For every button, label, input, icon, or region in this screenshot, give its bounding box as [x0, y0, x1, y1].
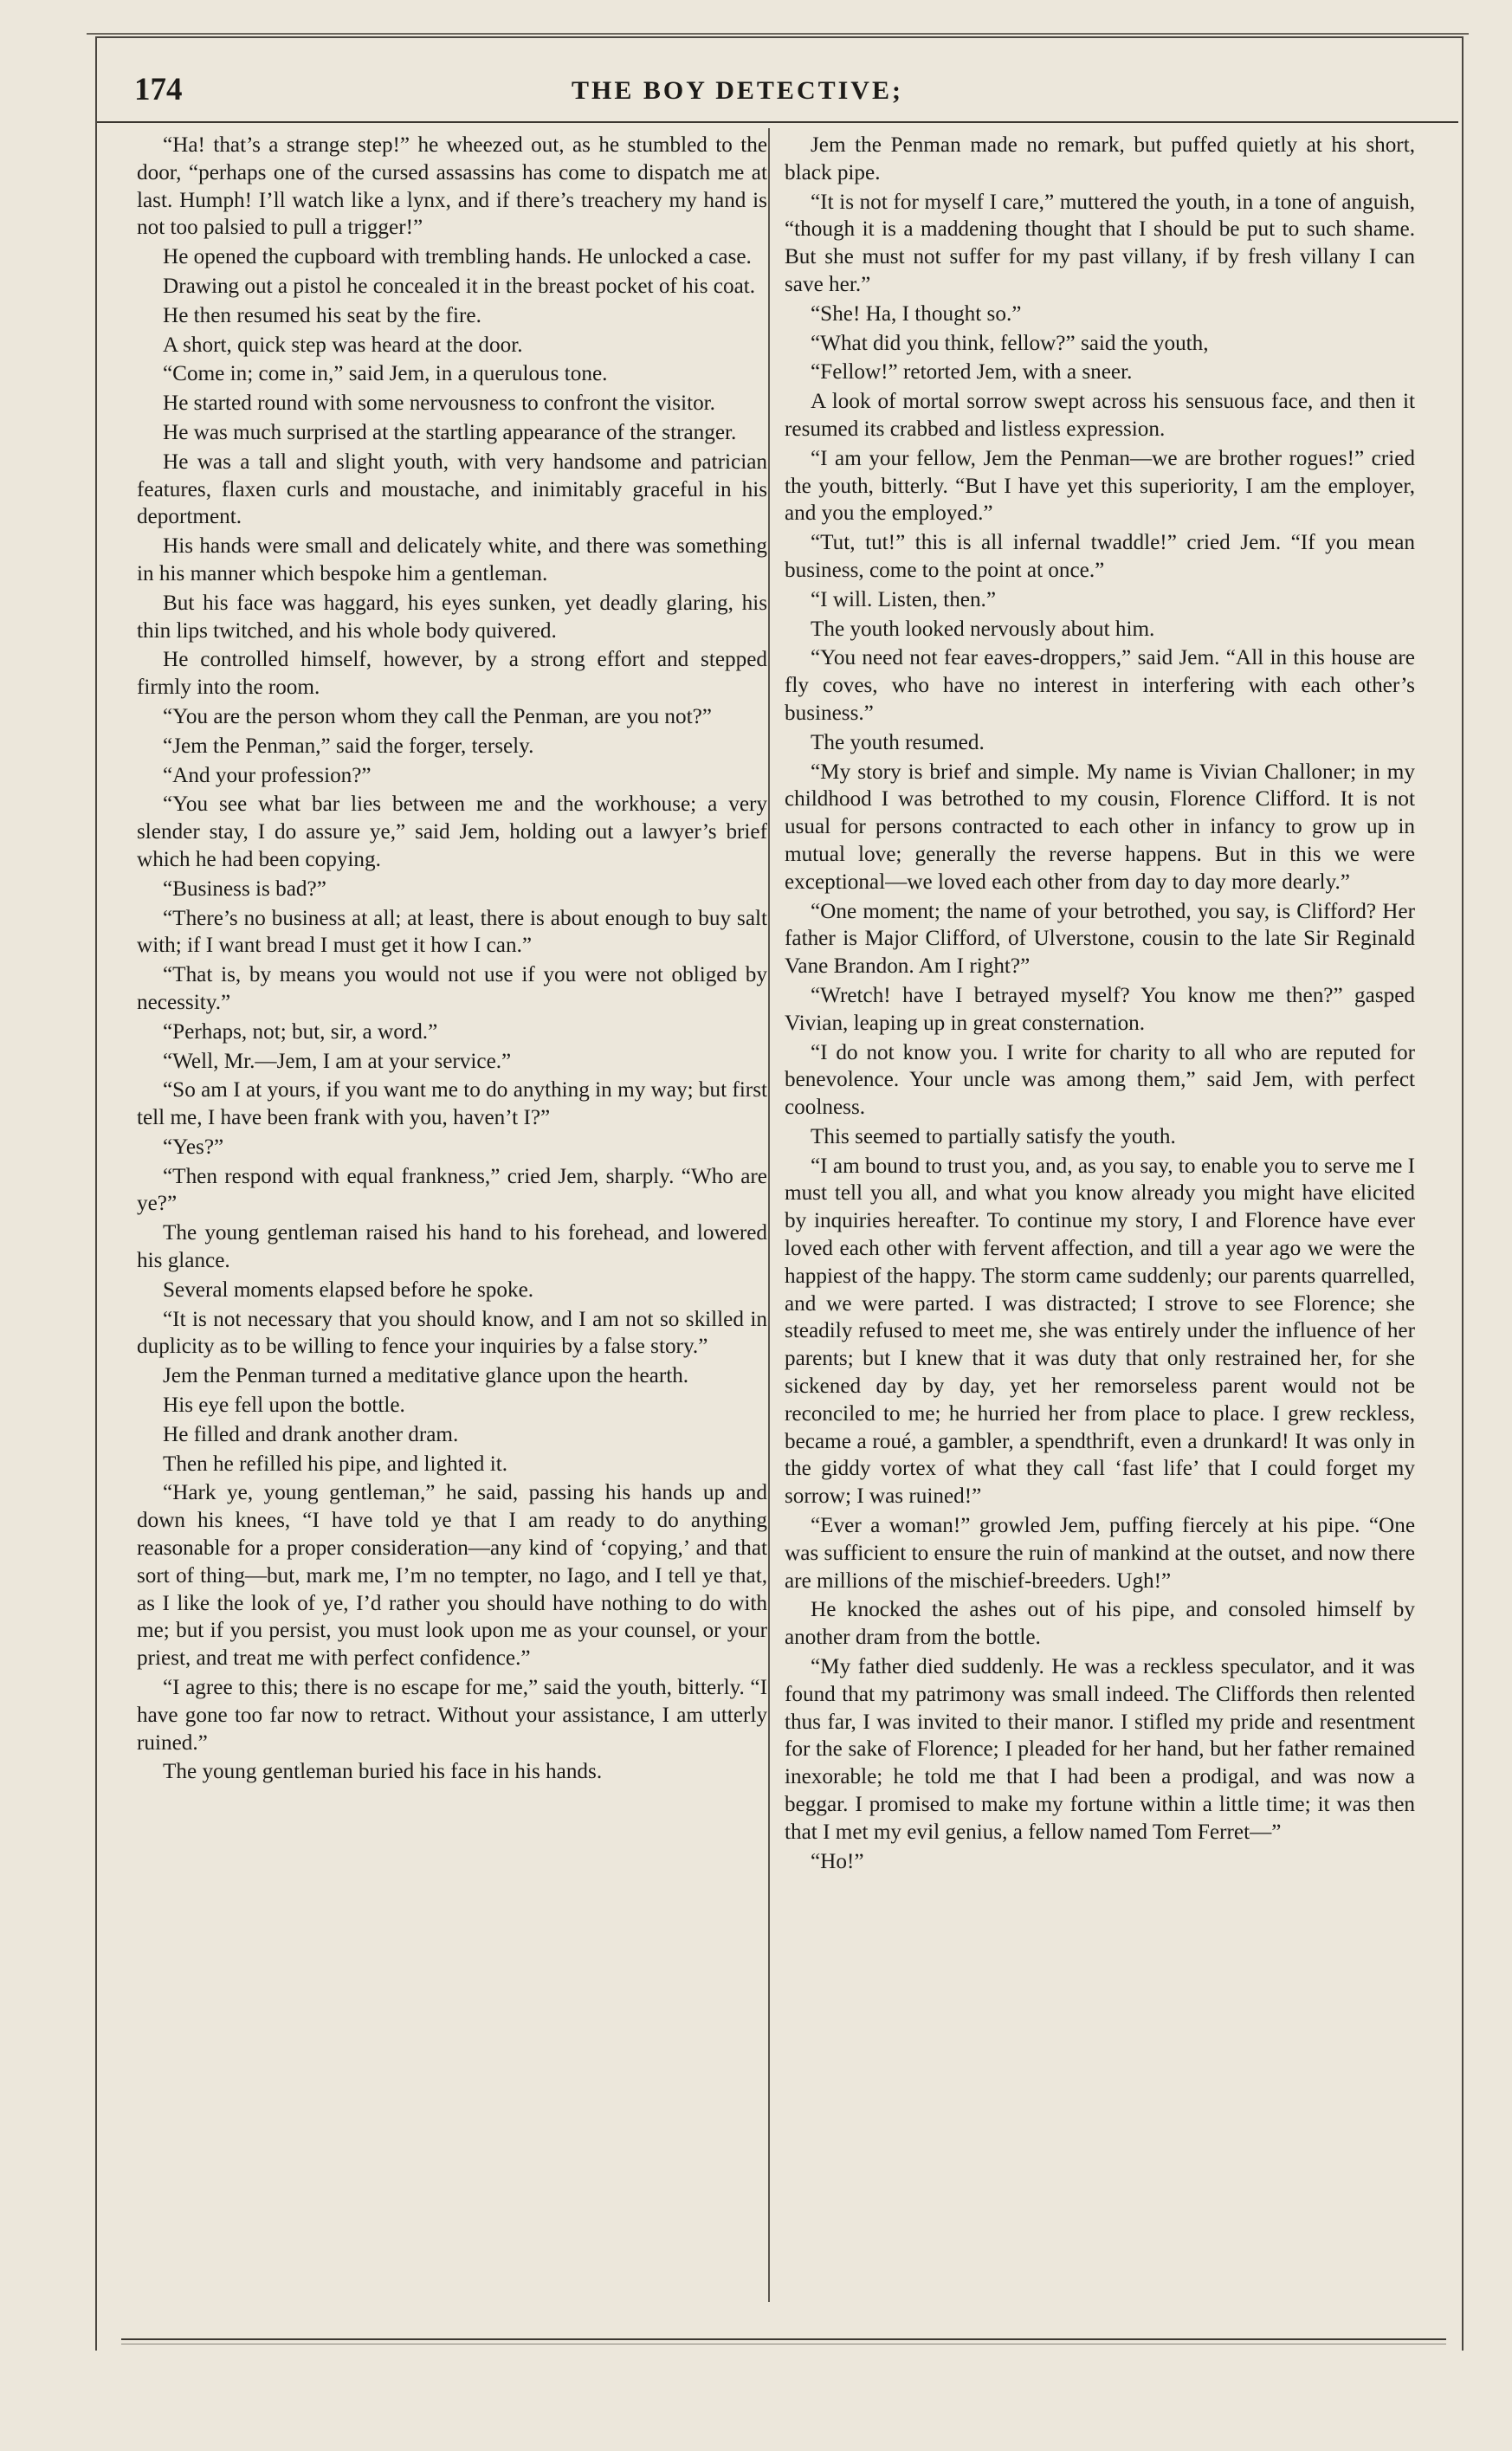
paragraph: “You are the person whom they call the Penman, are you not?” — [163, 704, 712, 728]
paragraph: He opened the cupboard with trembling hands. He unlocked a case. — [163, 245, 752, 269]
paragraph: But his face was haggard, his eyes sunken, yet deadly glaring, his thin lips twitched, and his whole body quivered. — [137, 591, 767, 643]
paragraph: Then he refilled his pipe, and lighted it. — [163, 1452, 507, 1476]
column-divider — [768, 128, 770, 2302]
header-rule — [97, 121, 1458, 123]
paragraph: A look of mortal sorrow swept across his sensuous face, and then it resumed its crabbed and listless expression. — [785, 390, 1415, 441]
paragraph: He controlled himself, however, by a strong effort and stepped firmly into the room. — [137, 648, 767, 700]
paragraph: “Perhaps, not; but, sir, a word.” — [163, 1019, 438, 1044]
paragraph: The young gentleman raised his hand to his forehead, and lowered his glance. — [137, 1221, 767, 1273]
paragraph: “I agree to this; there is no escape for me,” said the youth, bitterly. “I have gone too far now to retract. Without your assistance, I am utterly ruined.” — [137, 1676, 767, 1755]
paragraph: “That is, by means you would not use if you were not obliged by necessity.” — [137, 963, 767, 1014]
paragraph: “My story is brief and simple. My name is Vivian Challoner; in my childhood I was betrothed to my cousin, Florence Clifford. It is not usual for persons contracted to each other in infancy to grow up in mutual love; generally the reverse happens. But in this we were exceptional—we loved each other from day to day more dearly.” — [785, 760, 1415, 894]
paragraph: This seemed to partially satisfy the youth. — [811, 1124, 1176, 1148]
paragraph: “Ho!” — [811, 1849, 864, 1873]
left-column — [137, 132, 767, 2323]
paragraph: He knocked the ashes out of his pipe, and consoled himself by another dram from the bottle. — [785, 1598, 1415, 1650]
paragraph: “Wretch! have I betrayed myself? You know me then?” gasped Vivian, leaping up in great consternation. — [785, 983, 1415, 1035]
paragraph: He was much surprised at the startling appearance of the stranger. — [163, 420, 737, 444]
paragraph: “I do not know you. I write for charity to all who are reputed for benevolence. Your uncle was among them,” said Jem, with perfect coolness. — [785, 1040, 1415, 1120]
paragraph: “Well, Mr.—Jem, I am at your service.” — [163, 1049, 512, 1073]
paragraph: “Yes?” — [163, 1135, 224, 1159]
paragraph: The youth resumed. — [811, 730, 985, 754]
paragraph: “I am your fellow, Jem the Penman—we are brother rogues!” cried the youth, bitterly. “But I have yet this superiority, I am the employer, and you the employed.” — [785, 446, 1415, 526]
running-title: THE BOY DETECTIVE; — [572, 76, 903, 105]
paragraph: Jem the Penman made no remark, but puffed quietly at his short, black pipe. — [785, 133, 1415, 184]
paragraph: His hands were small and delicately white, and there was something in his manner which bespoke him a gentleman. — [137, 534, 767, 585]
paragraph: “Come in; come in,” said Jem, in a querulous tone. — [163, 362, 608, 386]
paragraph: “It is not necessary that you should know, and I am not so skilled in duplicity as to be willing to fence your inquiries by a false story.” — [137, 1307, 767, 1359]
paragraph: Drawing out a pistol he concealed it in the breast pocket of his coat. — [163, 274, 756, 298]
page-number: 174 — [134, 72, 183, 107]
right-column — [785, 132, 1415, 2323]
top-rule — [87, 33, 1469, 35]
paragraph: He filled and drank another dram. — [163, 1422, 459, 1446]
paragraph: “Fellow!” retorted Jem, with a sneer. — [811, 360, 1133, 385]
paragraph: “Hark ye, young gentleman,” he said, passing his hands up and down his knees, “I have told ye that I am ready to do anything reasonable for a proper consideration—any kind of ‘copying,’ and that sort of thing—but, mark me, I’m no tempter, no Iago, and I tell ye that, as I like the look of ye, I’d rather you should have nothing to do with me; but if you persist, you must look upon me as your counsel, or your priest, and treat me with perfect confidence.” — [137, 1481, 767, 1671]
paragraph: “So am I at yours, if you want me to do anything in my way; but first tell me, I have been frank with you, haven’t I?” — [137, 1078, 767, 1130]
paragraph: “What did you think, fellow?” said the youth, — [811, 331, 1209, 355]
paragraph: “You need not fear eaves-droppers,” said Jem. “All in this house are fly coves, who have no interest in interfering with each other’s business.” — [785, 646, 1415, 725]
paragraph: “Jem the Penman,” said the forger, tersely. — [163, 734, 534, 758]
paragraph: “Ever a woman!” growled Jem, puffing fiercely at his pipe. “One was sufficient to ensure the ruin of mankind at the outset, and now there are millions of the mischief-breeders. Ugh!” — [785, 1514, 1415, 1593]
paragraph: “You see what bar lies between me and the workhouse; a very slender stay, I do assure ye,” said Jem, holding out a lawyer’s brief which he had been copying. — [137, 792, 767, 871]
paragraph: “She! Ha, I thought so.” — [811, 301, 1022, 326]
paragraph: “My father died suddenly. He was a reckless speculator, and it was found that my patrimony was small indeed. The Cliffords then relented thus far, I was invited to their manor. I stifled my pride and resentment for the sake of Florence; I pleaded for her hand, but her father remained inexorable; he told me that I had been a prodigal, and was now a beggar. I promised to make my fortune within a little time; it was then that I met my evil genius, a fellow named Tom Ferret—” — [785, 1655, 1415, 1844]
paragraph: “I will. Listen, then.” — [811, 587, 997, 611]
paragraph: The youth looked nervously about him. — [811, 617, 1155, 641]
paragraph: A short, quick step was heard at the door. — [163, 333, 523, 357]
paragraph: Jem the Penman turned a meditative glance upon the hearth. — [163, 1364, 689, 1388]
paragraph: “Tut, tut!” this is all infernal twaddle!” cried Jem. “If you mean business, come to the point at once.” — [785, 531, 1415, 582]
paragraph: “Then respond with equal frankness,” cried Jem, sharply. “Who are ye?” — [137, 1164, 767, 1216]
paragraph: He was a tall and slight youth, with very handsome and patrician features, flaxen curls and moustache, and inimitably graceful in his deportment. — [137, 449, 767, 529]
paragraph: The young gentleman buried his face in his hands. — [163, 1760, 603, 1784]
paragraph: “Business is bad?” — [163, 876, 326, 901]
paragraph: “Ha! that’s a strange step!” he wheezed out, as he stumbled to the door, “perhaps one of the cursed assassins has come to dispatch me at last. Humph! I’ll watch like a lynx, and if there’s treachery my hand is not too palsied to pull a trigger!” — [137, 133, 767, 240]
paragraph: His eye fell upon the bottle. — [163, 1394, 405, 1418]
bottom-rule — [121, 2338, 1446, 2340]
paragraph: Several moments elapsed before he spoke. — [163, 1277, 534, 1302]
paragraph: “One moment; the name of your betrothed, you say, is Clifford? Her father is Major Clifford, of Ulverstone, cousin to the late Sir Reginald Vane Brandon. Am I right?” — [785, 899, 1415, 979]
paragraph: “And your profession?” — [163, 763, 372, 787]
paragraph: He then resumed his seat by the fire. — [163, 303, 481, 327]
paragraph: “There’s no business at all; at least, there is about enough to buy salt with; if I want bread I must get it how I can.” — [137, 906, 767, 958]
paragraph: He started round with some nervousness to confront the visitor. — [163, 391, 715, 416]
paragraph: “I am bound to trust you, and, as you say, to enable you to serve me I must tell you all, and what you know already you might have elicited by inquiries hereafter. To continue my story, I and Florence have ever loved each other with fervent affection, and till a year ago we were the happiest of the happy. The storm came suddenly; our parents quarrelled, and we were parted. I was distracted; I strove to see Florence; she steadily refused to meet me, she was entirely under the influence of her parents; but I knew that it was duty that only restrained her, for she sickened day by day, yet her remorseless parent would not be reconciled to me; he hurried her from place to place. I grew reckless, became a roué, a gambler, a spendthrift, even a drunkard! It was only in the giddy vortex of what they call ‘fast life’ that I could forget my sorrow; I was ruined!” — [785, 1154, 1415, 1509]
paragraph: “It is not for myself I care,” muttered the youth, in a tone of anguish, “though it is a maddening thought that I should be put to such shame. But she must not suffer for my past villany, if by fresh villany I can save her.” — [785, 190, 1415, 296]
